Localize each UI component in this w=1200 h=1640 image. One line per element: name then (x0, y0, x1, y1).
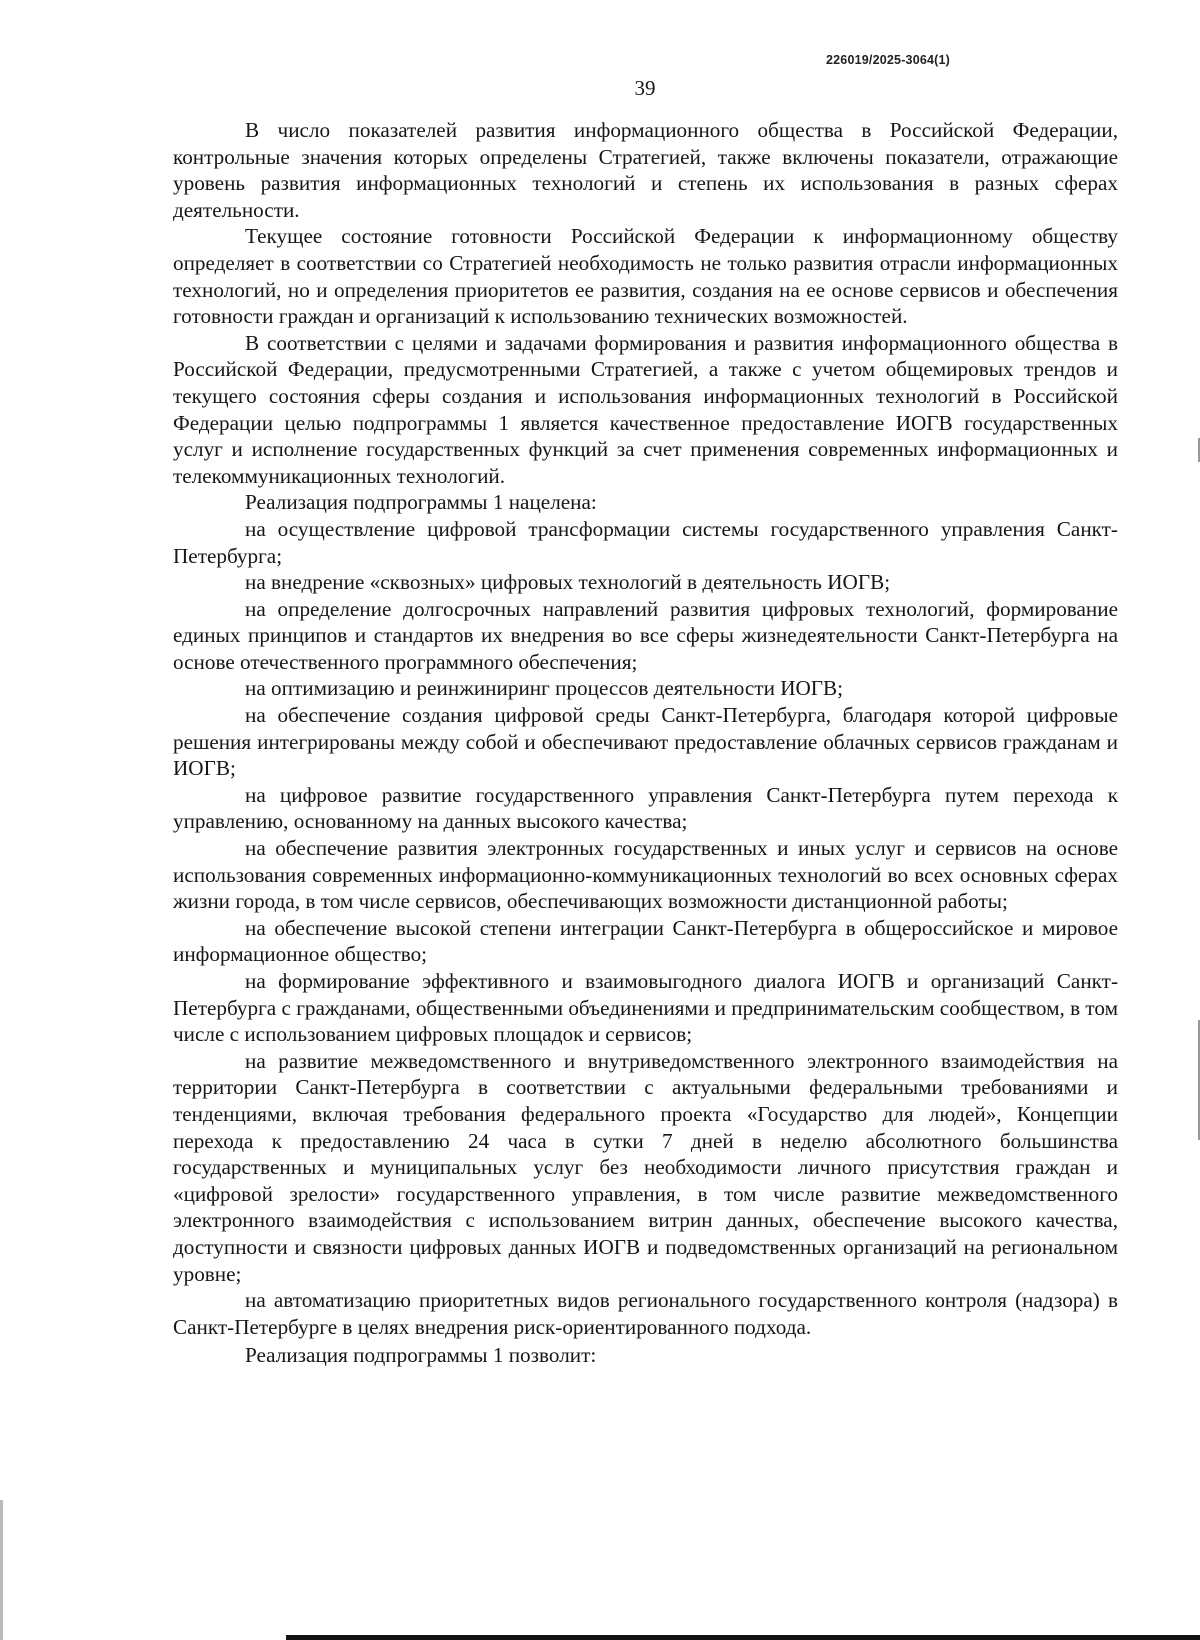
scan-bottom-edge (286, 1635, 1200, 1640)
list-item-control-automation: на автоматизацию приоритетных видов регионального государственного контроля (надзора) в Санкт-Петербурге в целях внедрения риск-ориентированного подхода. (173, 1288, 1118, 1339)
list-item-data-driven-governance: на цифровое развитие государственного управления Санкт-Петербурга путем перехода к управлению, основанному на данных высокого качества; (173, 782, 1118, 834)
page-number: 39 (634, 76, 656, 100)
list-item-process-reengineering: на оптимизацию и реинжиниринг процессов деятельности ИОГВ; (245, 676, 844, 701)
paragraph-indicators: В число показателей развития информационного общества в Российской Федерации, контрольные значения которых определены Стратегией, также включены показатели, отражающие уровень развития информационных технологий и степень их использования в разных сферах деятельности. (173, 118, 1118, 222)
list-item-digital-environment: на обеспечение создания цифровой среды Санкт-Петербурга, благодаря которой цифровые решения интегрированы между собой и обеспечивают предоставление облачных сервисов гражданам и ИОГВ; (173, 703, 1118, 781)
scan-edge-mark (0, 1500, 3, 1640)
list-item-long-term-directions: на определение долгосрочных направлений развития цифровых технологий, формирование единых принципов и стандартов их внедрения во все сферы жизнедеятельности Санкт-Петербурга на основе отечественного программного обеспечения; (173, 596, 1118, 674)
paragraph-readiness: Текущее состояние готовности Российской Федерации к информационному обществу определяет в соответствии со Стратегией необходимость не только развития отрасли информационных технологий, но и определения приоритетов ее развития, создания на ее основе сервисов и обеспечения готовности граждан и организаций к использованию технических возможностей. (173, 224, 1118, 329)
list-item-integration: на обеспечение высокой степени интеграции Санкт-Петербурга в общероссийское и мировое информационное общество; (173, 915, 1118, 967)
paragraph-goal: В соответствии с целями и задачами формирования и развития информационного общества в Российской Федерации, предусмотренными Стратегией, а также с учетом общемировых трендов и текущего состояния сферы создания и использования информационных технологий в Российской Федерации целью подпрограммы 1 является качественное предоставление ИОГВ государственных услуг и исполнение государственных функций за счет применения современных информационных и телекоммуникационных технологий. (173, 330, 1118, 488)
list-item-electronic-services: на обеспечение развития электронных государственных и иных услуг и сервисов на основе использования современных информационно-коммуникационных технологий во всех основных сферах жизни города, в том числе сервисов, обеспечивающих возможности дистанционной работы; (173, 836, 1118, 914)
paragraph-aims-intro: Реализация подпрограммы 1 нацелена: (245, 490, 597, 515)
paragraph-results-intro: Реализация подпрограммы 1 позволит: (245, 1343, 597, 1368)
list-item-end-to-end-technologies: на внедрение «сквозных» цифровых технологий в деятельность ИОГВ; (245, 570, 891, 595)
list-item-dialogue: на формирование эффективного и взаимовыгодного диалога ИОГВ и организаций Санкт-Петербурга с гражданами, общественными объединениями и предпринимательским сообществом, в том числе с использованием цифровых площадок и сервисов; (173, 969, 1118, 1047)
document-body (173, 117, 1118, 1369)
list-item-interagency-interaction: на развитие межведомственного и внутриведомственного электронного взаимодействия на территории Санкт-Петербурга в соответствии с актуальными федеральными требованиями и тенденциями, включая требования федерального проекта «Государство для людей», Концепции перехода к предоставлению 24 часа в сутки 7 дней в неделю абсолютного большинства государственных и муниципальных услуг без необходимости личного присутствия граждан и «цифровой зрелости» государственного управления, в том числе развитие межведомственного электронного взаимодействия с использованием витрин данных, обеспечение высокого качества, доступности и связности цифровых данных ИОГВ и подведомственных организаций на региональном уровне; (173, 1048, 1118, 1286)
document-registration-number: 226019/2025-3064(1) (826, 53, 951, 67)
list-item-digital-transformation: на осуществление цифровой трансформации системы государственного управления Санкт-Петербурга; (173, 516, 1118, 568)
